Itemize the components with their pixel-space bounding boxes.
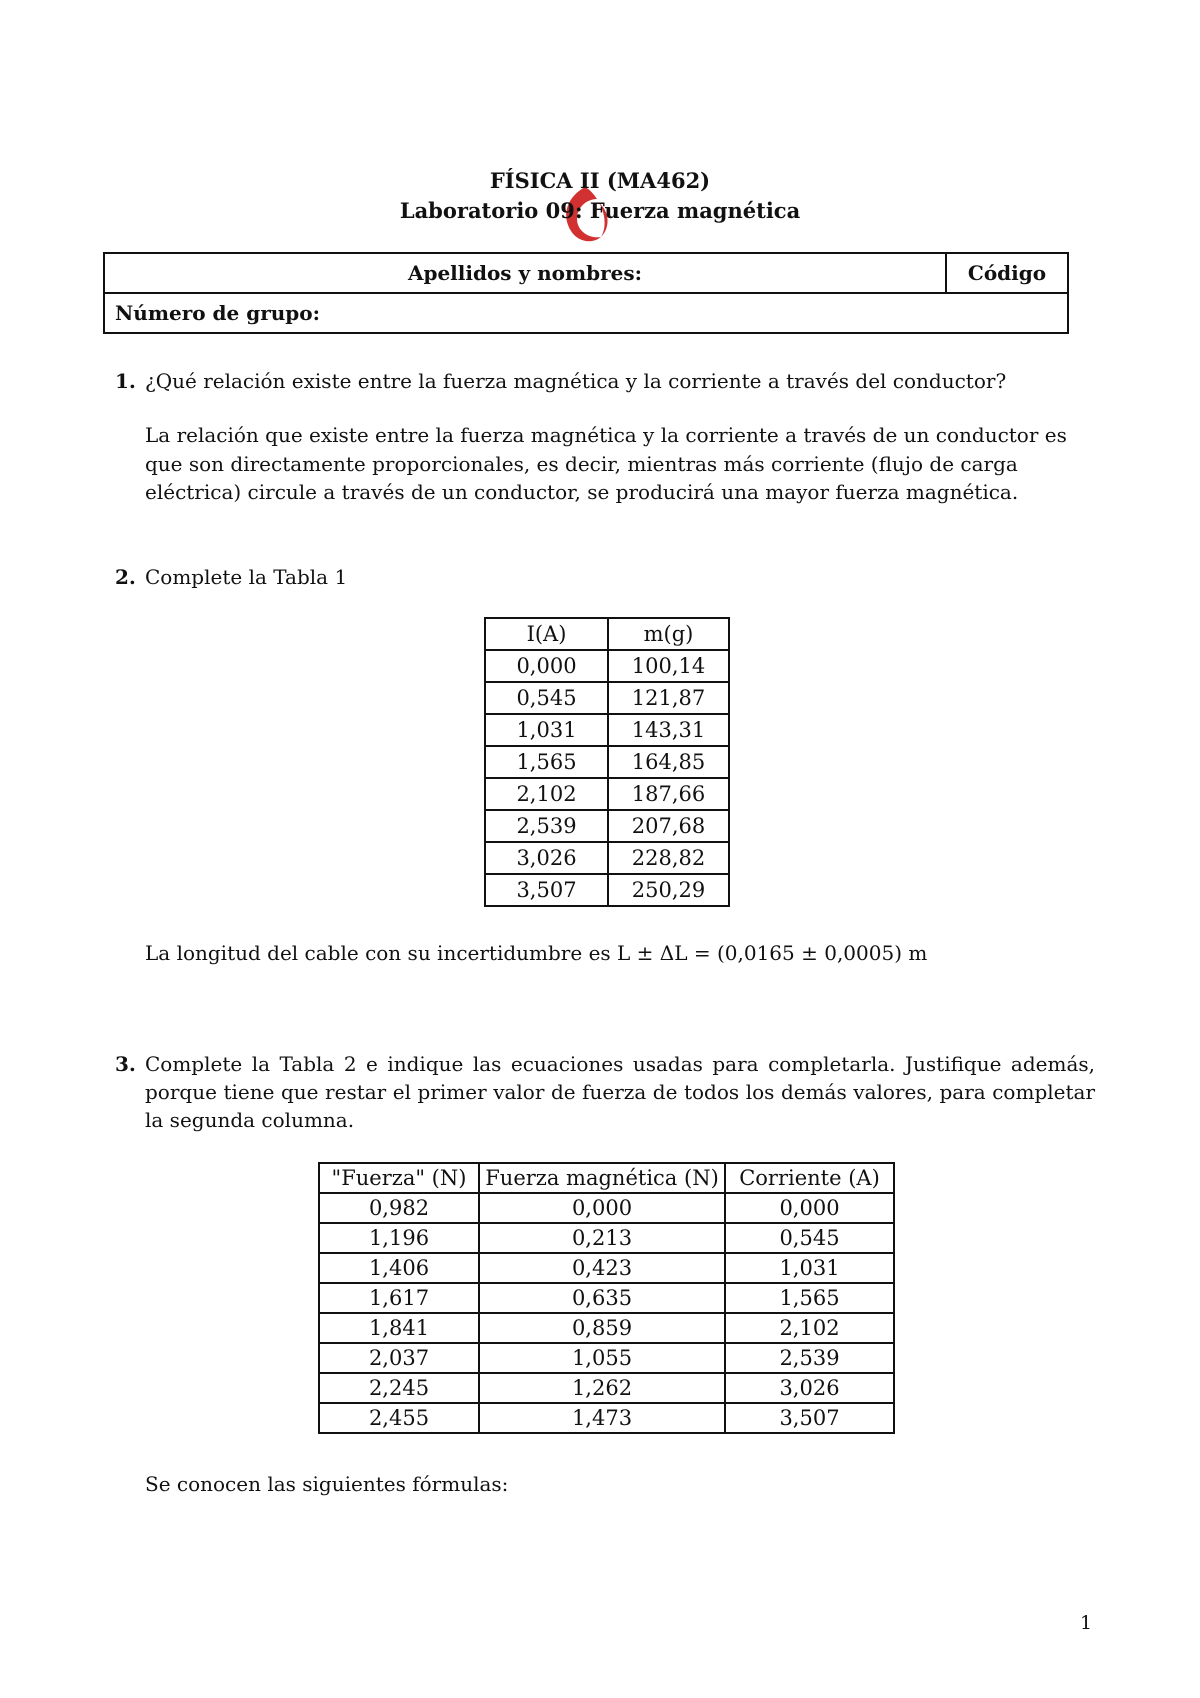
table-cell: 1,262 bbox=[479, 1373, 725, 1403]
table-cell: 1,196 bbox=[319, 1223, 479, 1253]
table-cell: 0,000 bbox=[485, 650, 608, 682]
table-2 bbox=[318, 1162, 895, 1434]
table-cell: 187,66 bbox=[608, 778, 729, 810]
table-cell: 0,859 bbox=[479, 1313, 725, 1343]
table-cell: 2,539 bbox=[725, 1343, 894, 1373]
table-row bbox=[485, 810, 729, 842]
table-2-header-current: Corriente (A) bbox=[725, 1163, 894, 1193]
group-field[interactable]: Número de grupo: bbox=[104, 293, 1068, 333]
names-field[interactable]: Apellidos y nombres: bbox=[104, 253, 946, 293]
table-cell: 143,31 bbox=[608, 714, 729, 746]
table-row bbox=[485, 714, 729, 746]
table-cell: 2,539 bbox=[485, 810, 608, 842]
question-1-text: ¿Qué relación existe entre la fuerza magnética y la corriente a través del conductor? bbox=[145, 369, 1007, 393]
table-cell: 250,29 bbox=[608, 874, 729, 906]
table-row bbox=[485, 842, 729, 874]
table-cell: 1,565 bbox=[725, 1283, 894, 1313]
table-cell: 0,423 bbox=[479, 1253, 725, 1283]
table-cell: 100,14 bbox=[608, 650, 729, 682]
table-cell: 3,507 bbox=[725, 1403, 894, 1433]
table-row bbox=[485, 746, 729, 778]
table-row bbox=[485, 778, 729, 810]
document-header bbox=[0, 166, 1200, 226]
table-row bbox=[319, 1403, 894, 1433]
table-cell: 1,406 bbox=[319, 1253, 479, 1283]
page-number: 1 bbox=[1080, 1612, 1093, 1634]
cable-length-text: La longitud del cable con su incertidumbre es L ± ΔL = (0,0165 ± 0,0005) m bbox=[145, 941, 928, 965]
table-cell: 164,85 bbox=[608, 746, 729, 778]
table-cell: 0,545 bbox=[725, 1223, 894, 1253]
table-cell: 0,213 bbox=[479, 1223, 725, 1253]
table-cell: 1,473 bbox=[479, 1403, 725, 1433]
table-cell: 1,031 bbox=[485, 714, 608, 746]
table-cell: 0,000 bbox=[725, 1193, 894, 1223]
table-row bbox=[485, 650, 729, 682]
table-cell: 1,031 bbox=[725, 1253, 894, 1283]
table-cell: 3,507 bbox=[485, 874, 608, 906]
table-cell: 3,026 bbox=[725, 1373, 894, 1403]
lab-title: Laboratorio 09: Fuerza magnética bbox=[399, 198, 801, 223]
question-3-text: Complete la Tabla 2 e indique las ecuaciones usadas para completarla. Justifique además, porque tiene que restar el primer valor de fuerza de todos los demás valores, para completar la segunda columna. bbox=[145, 1052, 1095, 1132]
table-cell: 1,841 bbox=[319, 1313, 479, 1343]
table-row bbox=[485, 874, 729, 906]
table-cell: 2,102 bbox=[725, 1313, 894, 1343]
question-2-text: Complete la Tabla 1 bbox=[145, 565, 348, 589]
table-1-header-mass: m(g) bbox=[608, 618, 729, 650]
table-cell: 2,037 bbox=[319, 1343, 479, 1373]
table-cell: 1,055 bbox=[479, 1343, 725, 1373]
question-2-number: 2. bbox=[115, 565, 136, 589]
table-cell: 3,026 bbox=[485, 842, 608, 874]
table-cell: 0,635 bbox=[479, 1283, 725, 1313]
table-cell: 2,102 bbox=[485, 778, 608, 810]
table-2-header-magnetic-force: Fuerza magnética (N) bbox=[479, 1163, 725, 1193]
course-title: FÍSICA II (MA462) bbox=[489, 168, 711, 193]
table-1 bbox=[484, 617, 730, 907]
table-cell: 0,982 bbox=[319, 1193, 479, 1223]
table-row bbox=[485, 682, 729, 714]
table-row bbox=[319, 1193, 894, 1223]
table-row bbox=[319, 1283, 894, 1313]
table-row bbox=[319, 1313, 894, 1343]
table-cell: 2,245 bbox=[319, 1373, 479, 1403]
table-cell: 0,545 bbox=[485, 682, 608, 714]
table-cell: 1,617 bbox=[319, 1283, 479, 1313]
table-1-header-current: I(A) bbox=[485, 618, 608, 650]
answer-1-text: La relación que existe entre la fuerza magnética y la corriente a través de un conductor es que son directamente proporcionales, es decir, mientras más corriente (flujo de carga eléctrica) circule a través de un conductor, se producirá una mayor fuerza magnética. bbox=[145, 423, 1067, 504]
question-3-number: 3. bbox=[115, 1052, 136, 1076]
table-cell: 121,87 bbox=[608, 682, 729, 714]
table-cell: 0,000 bbox=[479, 1193, 725, 1223]
student-id-table bbox=[103, 252, 1069, 334]
table-row bbox=[319, 1223, 894, 1253]
table-row bbox=[319, 1373, 894, 1403]
table-cell: 228,82 bbox=[608, 842, 729, 874]
table-cell: 2,455 bbox=[319, 1403, 479, 1433]
table-2-header-force: "Fuerza" (N) bbox=[319, 1163, 479, 1193]
code-field[interactable]: Código bbox=[946, 253, 1068, 293]
formulas-intro-text: Se conocen las siguientes fórmulas: bbox=[145, 1472, 509, 1496]
table-row bbox=[319, 1343, 894, 1373]
table-cell: 1,565 bbox=[485, 746, 608, 778]
question-1-number: 1. bbox=[115, 369, 136, 393]
table-cell: 207,68 bbox=[608, 810, 729, 842]
table-row bbox=[319, 1253, 894, 1283]
